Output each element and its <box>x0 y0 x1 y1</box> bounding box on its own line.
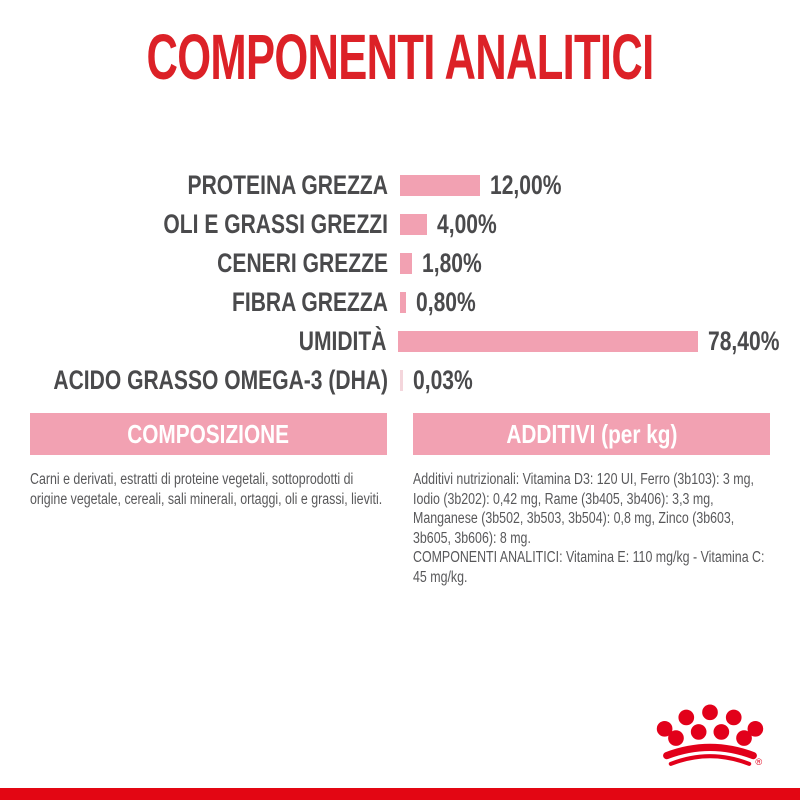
footer-accent-bar <box>0 788 800 800</box>
additivi-header-label: ADDITIVI (per kg) <box>505 418 678 449</box>
additivi-section <box>413 413 770 587</box>
bar-value: 12,00% <box>490 170 562 200</box>
bar-label: CENERI GREZZE <box>217 248 388 278</box>
bar <box>400 370 403 391</box>
additivi-header <box>413 413 770 455</box>
bar-label: OLI E GRASSI GREZZI <box>163 209 388 239</box>
additivi-body: Additivi nutrizionali: Vitamina D3: 120 UI, Ferro (3b103): 3 mg, Iodio (3b202): 0,42 mg, Rame (3b405, 3b406): 3,3 mg, Manganese (3b502, 3b503, 3b504): 0,8 mg, Zinco (3b603, 3b605, 3b606): 8 mg. COMPONENTI ANALITICI: Vitamina E: 110 mg/kg - Vitamina C: 45 mg/kg. <box>413 471 765 586</box>
bar-label: ACIDO GRASSO OMEGA-3 (DHA) <box>53 365 388 395</box>
registered-trademark-symbol: ® <box>755 756 763 767</box>
chart-row-omega-3-dha <box>0 361 800 400</box>
chart-row-ceneri-grezze <box>0 244 800 283</box>
bar-value: 78,40% <box>708 326 780 356</box>
composizione-header-label: COMPOSIZIONE <box>127 418 290 449</box>
bar-value: 0,80% <box>416 287 476 317</box>
bar-value: 4,00% <box>437 209 497 239</box>
composizione-section <box>30 413 387 509</box>
composizione-header <box>30 413 387 455</box>
page-title: COMPONENTI ANALITICI <box>146 21 654 93</box>
chart-row-fibra-grezza <box>0 283 800 322</box>
chart-row-proteina-grezza <box>0 166 800 205</box>
bar-label: PROTEINA GREZZA <box>187 170 388 200</box>
royal-canin-crown-logo-icon <box>656 702 764 768</box>
analytical-components-bar-chart <box>0 166 800 400</box>
chart-row-umidita <box>0 322 800 361</box>
bar <box>400 253 412 274</box>
bar <box>400 175 480 196</box>
bar <box>398 331 698 352</box>
bar-label: FIBRA GREZZA <box>232 287 388 317</box>
bar <box>400 292 406 313</box>
bar-value: 1,80% <box>422 248 482 278</box>
bar <box>400 214 427 235</box>
bar-label: UMIDITÀ <box>298 326 387 356</box>
chart-row-oli-e-grassi-grezzi <box>0 205 800 244</box>
bar-value: 0,03% <box>413 365 473 395</box>
composizione-body: Carni e derivati, estratti di proteine vegetali, sottoprodotti di origine vegetale, cereali, sali minerali, ortaggi, oli e grassi, lieviti. <box>30 471 383 508</box>
